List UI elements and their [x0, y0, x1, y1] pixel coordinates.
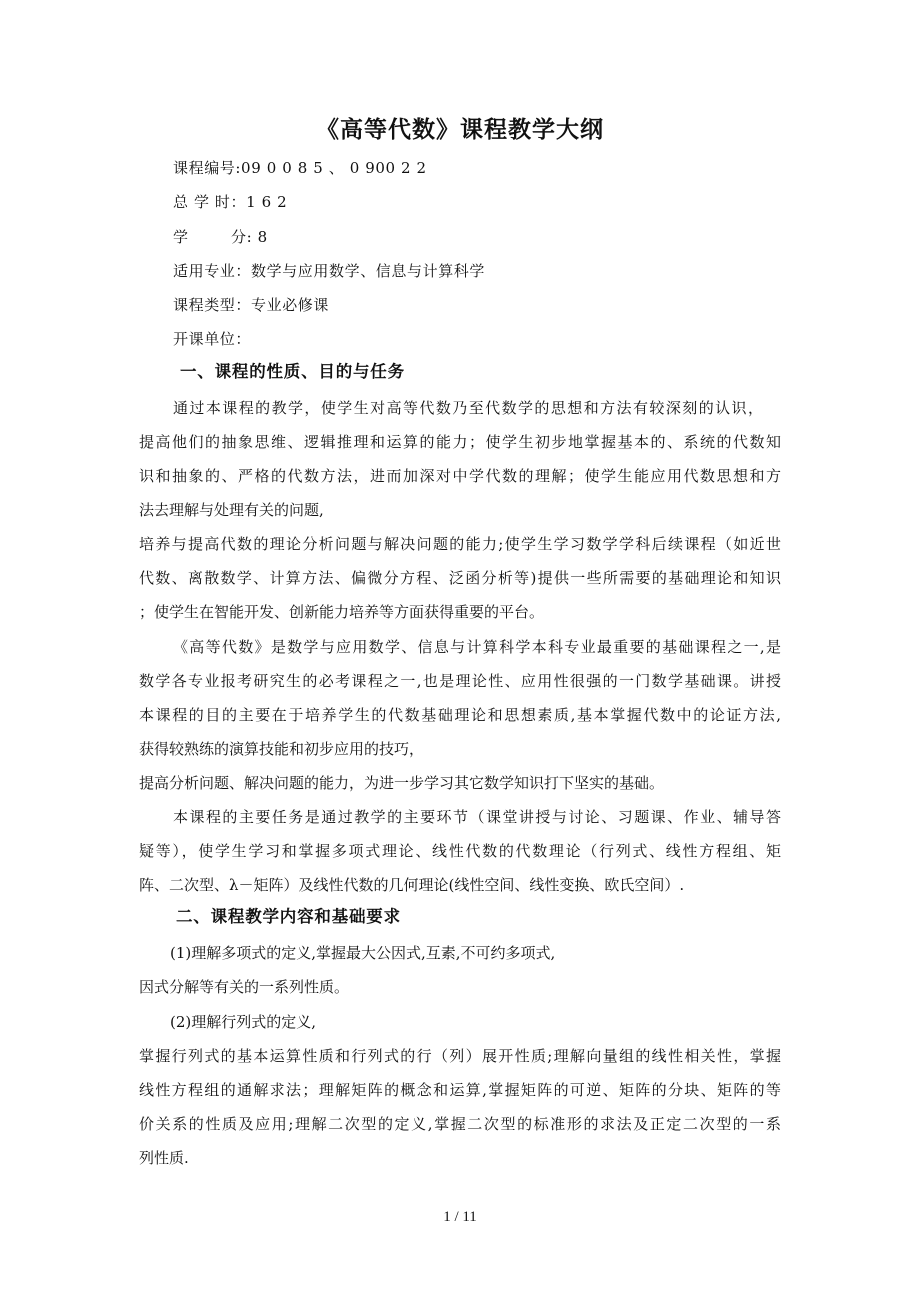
paragraph-line: 通过本课程的教学，使学生对高等代数乃至代数学的思想和方法有较深刻的认识，	[173, 399, 763, 417]
paragraph-line: 列性质.	[139, 1149, 189, 1167]
paragraph-line: 数学各专业报考研究生的必考课程之一,也是理论性、应用性很强的一门数学基础课。讲授	[139, 672, 781, 690]
paragraph-line: 法去理解与处理有关的问题,	[139, 501, 324, 519]
paragraph-line: 价关系的性质及应用;理解二次型的定义,掌握二次型的标准形的求法及正定二次型的一系	[139, 1115, 781, 1133]
total-hours: 总 学 时：1 6 2	[173, 193, 288, 211]
paragraph-line: (2)理解行列式的定义,	[170, 1013, 317, 1031]
course-type: 课程类型：专业必修课	[173, 296, 330, 314]
paragraph-line: 代数、离散数学、计算方法、偏微分方程、泛函分析等)提供一些所需要的基础理论和知识	[139, 569, 781, 587]
paragraph-line: 识和抽象的、严格的代数方法，进而加深对中学代数的理解；使学生能应用代数思想和方	[139, 467, 781, 485]
paragraph-line: 获得较熟练的演算技能和初步应用的技巧，	[139, 740, 425, 758]
paragraph-line: 提高分析问题、解决问题的能力，为进一步学习其它数学知识打下坚实的基础。	[139, 774, 665, 792]
section-heading-1: 一、课程的性质、目的与任务	[180, 362, 405, 381]
paragraph-line: 《高等代数》是数学与应用数学、信息与计算科学本科专业最重要的基础课程之一,是	[173, 638, 781, 656]
paragraph-line: 疑等），使学生学习和掌握多项式理论、线性代数的代数理论（行列式、线性方程组、矩	[139, 842, 781, 860]
applicable-majors: 适用专业：数学与应用数学、信息与计算科学	[173, 262, 486, 280]
paragraph-line: 掌握行列式的基本运算性质和行列式的行（列）展开性质;理解向量组的线性相关性，掌握	[139, 1047, 781, 1065]
paragraph-line: ；使学生在智能开发、创新能力培养等方面获得重要的平台。	[139, 603, 545, 621]
page-number: 1 / 11	[443, 1209, 477, 1225]
paragraph-line: 本课程的主要任务是通过教学的主要环节（课堂讲授与讨论、习题课、作业、辅导答	[173, 808, 781, 826]
document-title: 《高等代数》课程教学大纲	[316, 117, 604, 143]
credit-label: 学	[173, 228, 189, 246]
paragraph-line: 阵、二次型、λ－矩阵）及线性代数的几何理论(线性空间、线性变换、欧氏空间）.	[139, 876, 685, 894]
paragraph-line: 本课程的目的主要在于培养学生的代数基础理论和思想素质,基本掌握代数中的论证方法,	[139, 706, 781, 724]
paragraph-line: 提高他们的抽象思维、逻辑推理和运算的能力；使学生初步地掌握基本的、系统的代数知	[139, 433, 781, 451]
paragraph-line: 线性方程组的通解求法；理解矩阵的概念和运算,掌握矩阵的可逆、矩阵的分块、矩阵的等	[139, 1081, 781, 1099]
offering-unit: 开课单位：	[173, 330, 252, 348]
credit-value: 分: 8	[231, 228, 268, 246]
paragraph-line: 因式分解等有关的一系列性质。	[139, 978, 350, 996]
course-code: 课程编号:09 0 0 8 5 、 0 900 2 2	[173, 159, 427, 177]
paragraph-line: 培养与提高代数的理论分析问题与解决问题的能力;使学生学习数学学科后续课程（如近世	[139, 535, 781, 553]
section-heading-2: 二、课程教学内容和基础要求	[176, 907, 401, 926]
paragraph-line: (1)理解多项式的定义,掌握最大公因式,互素,不可约多项式,	[170, 944, 556, 962]
